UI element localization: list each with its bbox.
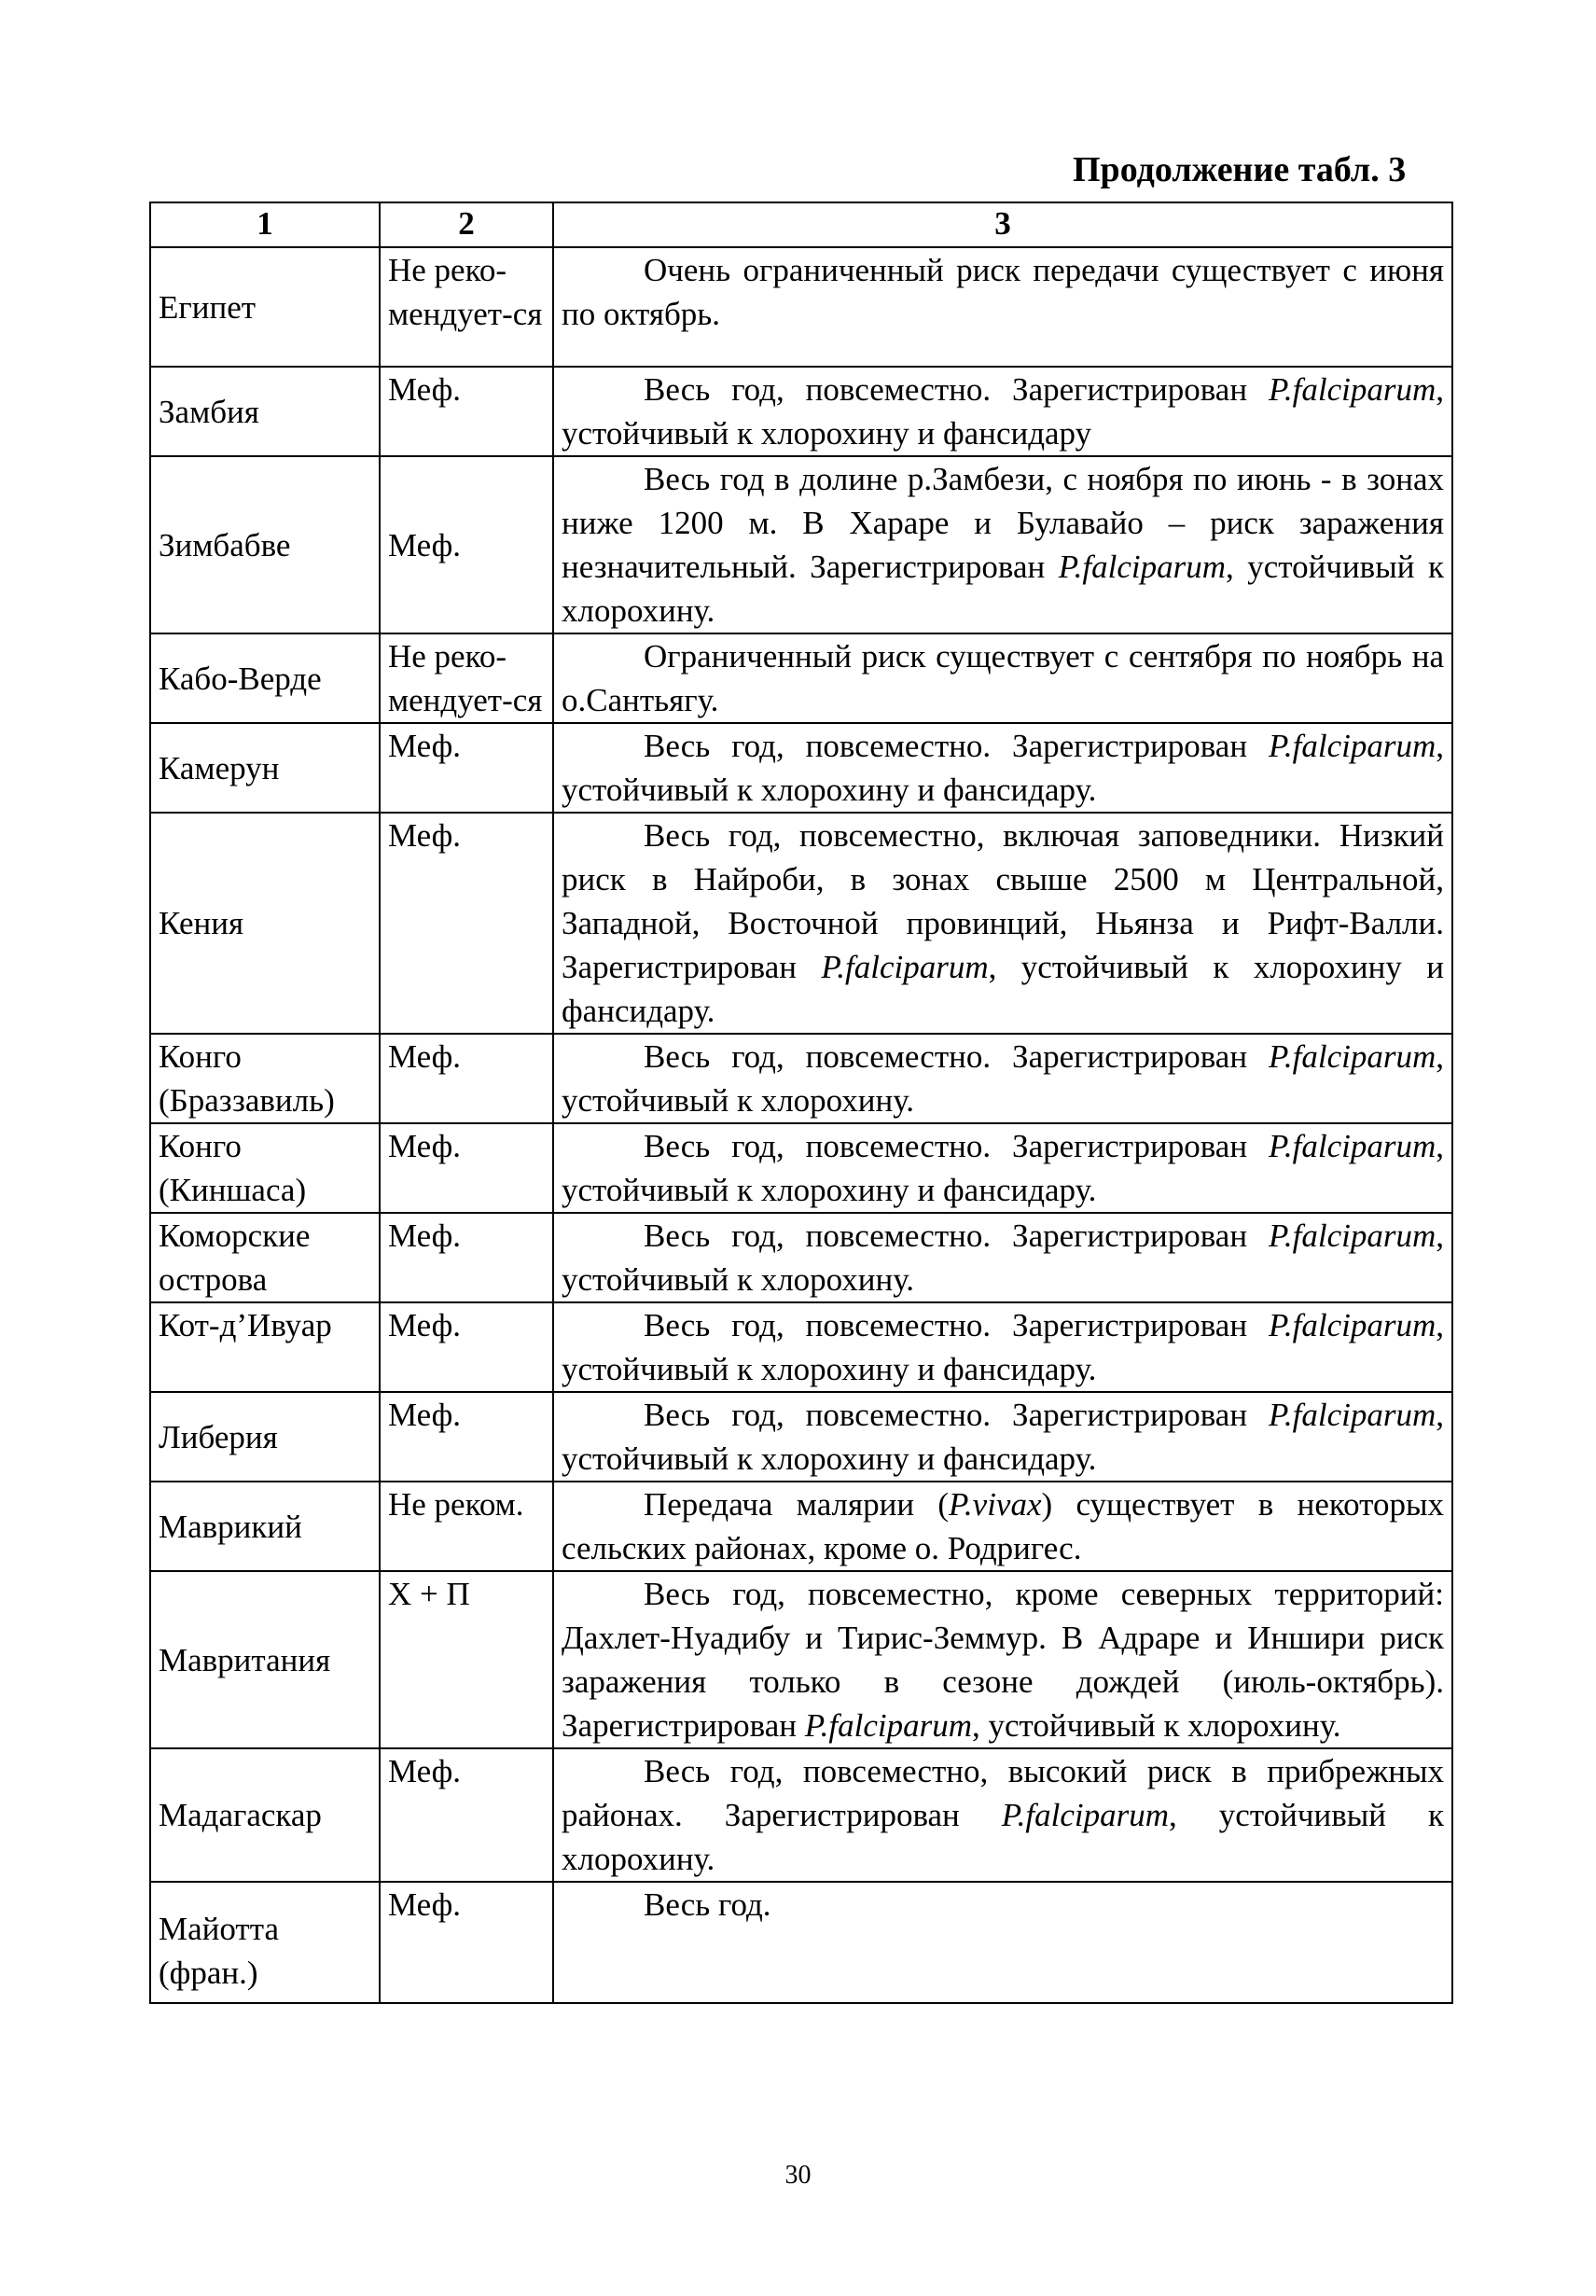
column-header-2: 2 xyxy=(380,202,553,247)
country-cell: Зимбабве xyxy=(150,456,380,633)
country-cell: Либерия xyxy=(150,1392,380,1482)
country-cell: Кения xyxy=(150,813,380,1034)
table-row xyxy=(150,633,1452,723)
table-row xyxy=(150,1213,1452,1302)
prophylaxis-cell: Х + П xyxy=(380,1571,553,1748)
risk-description-cell: Весь год, повсеместно. Зарегистрирован P.falciparum, устойчивый к хлорохину и фансидару xyxy=(553,367,1452,456)
risk-description-cell: Весь год, повсеместно. Зарегистрирован P.falciparum, устойчивый к хлорохину и фансидару. xyxy=(553,1302,1452,1392)
species-name: P.falciparum xyxy=(1001,1797,1170,1833)
country-cell: Кот-д’Ивуар xyxy=(150,1302,380,1392)
species-name: P.vivax xyxy=(949,1486,1042,1523)
country-cell: Мадагаскар xyxy=(150,1748,380,1882)
species-name: P.falciparum xyxy=(821,949,989,985)
table-row xyxy=(150,367,1452,456)
prophylaxis-cell: Меф. xyxy=(380,1123,553,1213)
prophylaxis-cell: Меф. xyxy=(380,723,553,813)
country-cell: Коморские острова xyxy=(150,1213,380,1302)
risk-description-cell: Весь год, повсеместно. Зарегистрирован P.falciparum, устойчивый к хлорохину и фансидару. xyxy=(553,723,1452,813)
malaria-risk-table xyxy=(149,202,1453,2004)
species-name: P.falciparum xyxy=(1269,728,1436,764)
table-row xyxy=(150,1748,1452,1882)
table-row xyxy=(150,723,1452,813)
prophylaxis-cell: Меф. xyxy=(380,1748,553,1882)
table-row xyxy=(150,1123,1452,1213)
risk-description-cell: Весь год, повсеместно. Зарегистрирован P.falciparum, устойчивый к хлорохину. xyxy=(553,1213,1452,1302)
species-name: P.falciparum xyxy=(1269,1038,1436,1075)
risk-description-cell: Очень ограниченный риск передачи существует с июня по октябрь. xyxy=(553,247,1452,367)
prophylaxis-cell: Меф. xyxy=(380,367,553,456)
table-row xyxy=(150,247,1452,367)
species-name: P.falciparum xyxy=(1269,1218,1436,1254)
prophylaxis-cell: Меф. xyxy=(380,1213,553,1302)
risk-description-cell: Весь год, повсеместно, высокий риск в прибрежных районах. Зарегистрирован P.falciparum, устойчивый к хлорохину. xyxy=(553,1748,1452,1882)
country-cell: Египет xyxy=(150,247,380,367)
species-name: P.falciparum xyxy=(1269,1397,1436,1433)
country-cell: Маврикий xyxy=(150,1482,380,1571)
table-caption: Продолжение табл. 3 xyxy=(1073,150,1407,189)
prophylaxis-cell: Меф. xyxy=(380,1034,553,1123)
prophylaxis-cell: Меф. xyxy=(380,456,553,633)
risk-description-cell: Весь год, повсеместно. Зарегистрирован P.falciparum, устойчивый к хлорохину. xyxy=(553,1034,1452,1123)
table-row xyxy=(150,1392,1452,1482)
column-header-1: 1 xyxy=(150,202,380,247)
prophylaxis-cell: Меф. xyxy=(380,1882,553,2003)
table-row xyxy=(150,1571,1452,1748)
risk-description-cell: Передача малярии (P.vivax) существует в некоторых сельских районах, кроме о. Родригес. xyxy=(553,1482,1452,1571)
prophylaxis-cell: Меф. xyxy=(380,813,553,1034)
table-row xyxy=(150,1882,1452,2003)
species-name: P.falciparum xyxy=(804,1707,972,1744)
species-name: P.falciparum xyxy=(1269,371,1436,408)
country-cell: Конго (Киншаса) xyxy=(150,1123,380,1213)
prophylaxis-cell: Не реко-мендует-ся xyxy=(380,247,553,367)
risk-description-cell: Весь год, повсеместно, кроме северных территорий: Дахлет-Нуадибу и Тирис-Земмур. В Адраре и Иншири риск заражения только в сезоне дождей (июль-октябрь). Зарегистрирован P.falciparum, устойчивый к хлорохину. xyxy=(553,1571,1452,1748)
column-header-3: 3 xyxy=(553,202,1452,247)
table-row xyxy=(150,813,1452,1034)
species-name: P.falciparum xyxy=(1058,549,1226,585)
country-cell: Камерун xyxy=(150,723,380,813)
risk-description-cell: Весь год, повсеместно. Зарегистрирован P.falciparum, устойчивый к хлорохину и фансидару. xyxy=(553,1123,1452,1213)
table-header-row xyxy=(150,202,1452,247)
country-cell: Кабо-Верде xyxy=(150,633,380,723)
page-number: 30 xyxy=(784,2161,812,2190)
table-row xyxy=(150,1482,1452,1571)
country-cell: Замбия xyxy=(150,367,380,456)
country-cell: Мавритания xyxy=(150,1571,380,1748)
table-row xyxy=(150,1034,1452,1123)
risk-description-cell: Ограниченный риск существует с сентября по ноябрь на о.Сантьягу. xyxy=(553,633,1452,723)
prophylaxis-cell: Не реко-мендует-ся xyxy=(380,633,553,723)
risk-description-cell: Весь год в долине р.Замбези, с ноября по июнь - в зонах ниже 1200 м. В Хараре и Булавайо – риск заражения незначительный. Зарегистрирован P.falciparum, устойчивый к хлорохину. xyxy=(553,456,1452,633)
species-name: P.falciparum xyxy=(1269,1128,1436,1164)
table-row xyxy=(150,1302,1452,1392)
country-cell: Конго (Браззавиль) xyxy=(150,1034,380,1123)
prophylaxis-cell: Не реком. xyxy=(380,1482,553,1571)
species-name: P.falciparum xyxy=(1269,1307,1436,1343)
prophylaxis-cell: Меф. xyxy=(380,1392,553,1482)
risk-description-cell: Весь год, повсеместно, включая заповедники. Низкий риск в Найроби, в зонах свыше 2500 м Центральной, Западной, Восточной провинций, Ньянза и Рифт-Валли. Зарегистрирован P.falciparum, устойчивый к хлорохину и фансидару. xyxy=(553,813,1452,1034)
risk-description-cell: Весь год, повсеместно. Зарегистрирован P.falciparum, устойчивый к хлорохину и фансидару. xyxy=(553,1392,1452,1482)
risk-description-cell: Весь год. xyxy=(553,1882,1452,2003)
country-cell: Майотта (фран.) xyxy=(150,1882,380,2003)
prophylaxis-cell: Меф. xyxy=(380,1302,553,1392)
table-row xyxy=(150,456,1452,633)
